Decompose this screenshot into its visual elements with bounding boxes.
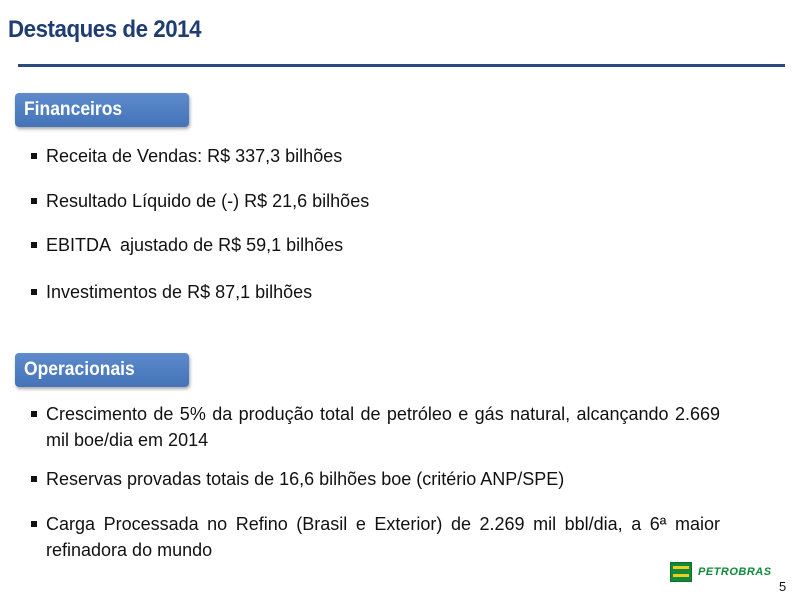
title-divider — [18, 64, 785, 67]
petrobras-logo — [670, 562, 772, 582]
bullet-icon — [31, 411, 37, 417]
bullet-icon — [31, 198, 37, 204]
bullet-icon — [31, 153, 37, 159]
list-item: Investimentos de R$ 87,1 bilhões — [30, 279, 720, 305]
list-item: Crescimento de 5% da produção total de petróleo e gás natural, alcançando 2.669 mil boe/dia em 2014 — [30, 401, 720, 453]
section-tab-financeiros — [15, 93, 189, 127]
section-tab-operacionais — [15, 353, 189, 387]
page-number: 5 — [779, 579, 787, 594]
logo-text: PETROBRAS — [698, 566, 772, 578]
section-label: Financeiros — [24, 99, 123, 120]
list-item: EBITDA ajustado de R$ 59,1 bilhões — [30, 232, 720, 258]
list-item: Reservas provadas totais de 16,6 bilhões boe (critério ANP/SPE) — [30, 466, 720, 492]
section-label: Operacionais — [24, 359, 135, 380]
page-title: Destaques de 2014 — [8, 16, 202, 43]
bullet-icon — [31, 521, 37, 527]
bullet-icon — [31, 289, 37, 295]
bullet-icon — [31, 242, 37, 248]
bullet-icon — [31, 476, 37, 482]
list-item: Carga Processada no Refino (Brasil e Exterior) de 2.269 mil bbl/dia, a 6ª maior refinadora do mundo — [30, 511, 720, 563]
list-item: Resultado Líquido de (-) R$ 21,6 bilhões — [30, 188, 720, 214]
br-logo-icon — [670, 562, 692, 582]
list-item: Receita de Vendas: R$ 337,3 bilhões — [30, 143, 720, 169]
